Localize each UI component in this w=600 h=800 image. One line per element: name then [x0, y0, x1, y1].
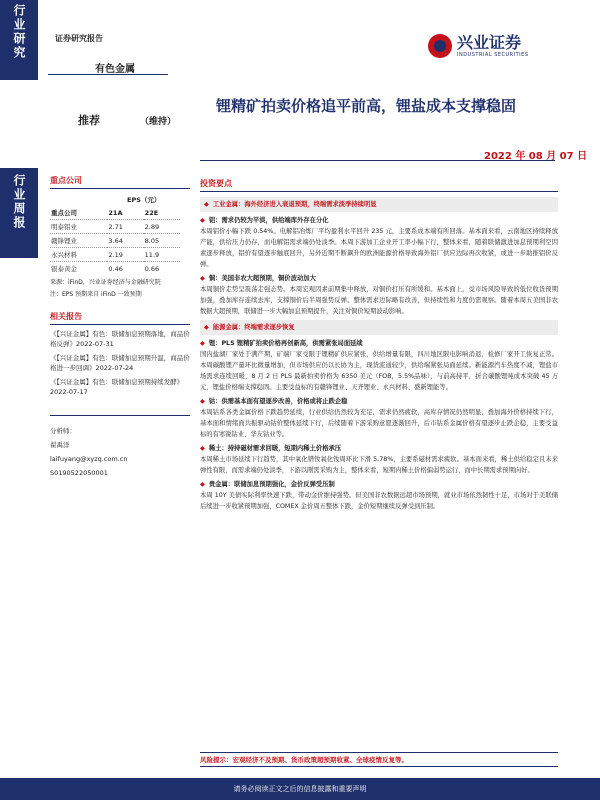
eps-22e: 0.66 — [144, 262, 180, 276]
table-row — [50, 220, 180, 234]
bullet-icon: ◆ — [200, 481, 205, 488]
eps-21a: 3.64 — [107, 234, 143, 248]
company-name: 明泰铝业 — [50, 220, 107, 234]
eps-table — [50, 193, 180, 275]
analyst-block — [50, 415, 190, 480]
company-logo — [428, 34, 529, 58]
analyst-name: 翟禹洋 — [50, 441, 70, 449]
sub-head-cobalt: ◆ 钴：供需基本面有望逐步改善，价格或将止跌企稳 — [200, 398, 348, 405]
analyst-label: 分析师： — [50, 427, 76, 435]
table-row — [50, 234, 180, 248]
sub-head-precious-metals: ◆ 贵金属：联储加息预期强化，金价反弹受压制 — [200, 481, 335, 488]
eps-21a: 0.46 — [107, 262, 143, 276]
report-type-label: 证券研究报告 — [55, 34, 103, 43]
eps-22e: 2.89 — [144, 220, 180, 234]
eps-header: EPS（元） — [127, 196, 161, 204]
sub-head-rare-earth: ◆ 稀土：持持磁材需求回暖，短期内稀土价格承压 — [200, 445, 342, 452]
eps-21a: 2.19 — [107, 248, 143, 262]
paragraph-rare-earth: 本周稀土市场延续下行趋势，其中氧化镨钕氧化钕周环比下滑 5.78%，主要系磁材需求疲软。基本面来看，稀土供给稳定且未来弹性有限，而需求端仍处淡季，下游以刚需采购为主，整体来看，短期内稀土价格偏弱势运行，而中长期需求预期向好。 — [200, 456, 558, 474]
logo-english-name: INDUSTRIAL SECURITIES — [457, 52, 529, 58]
footer-disclaimer: 请务必阅读正文之后的信息披露和重要声明 — [0, 778, 600, 800]
sidebar-category: 行业研究 — [0, 0, 38, 80]
company-name: 永兴材料 — [50, 248, 107, 262]
related-reports-heading: 相关报告 — [50, 311, 190, 325]
sidebar-report-kind: 行业周报 — [0, 168, 38, 258]
col-21a: 21A — [108, 208, 123, 217]
paragraph-precious-metals: 本周 10Y 美债实际利率快速下跌，带动金价维持强势。但美国非农数据远超市场预期，就业市场依然韧性十足，市场对于美联储后续进一步收紧预期加强，COMEX 金价周五整体下跌，金价短期继续反弹受到压制。 — [200, 492, 558, 510]
report-title: 锂精矿拍卖价格追平前高，锂盐成本支撑稳固 — [216, 97, 517, 115]
bullet-icon: ◆ — [204, 324, 209, 331]
bullet-icon: ◆ — [200, 445, 205, 452]
table-source: 来源：iFinD，兴业证券经济与金融研究院 — [50, 279, 161, 286]
sub-head-aluminum: ◆ 铝：需求仍较为平淡，供给端库外存在分化 — [200, 217, 329, 224]
bullet-icon: ◆ — [200, 217, 205, 224]
logo-chinese-name: 兴业证券 — [457, 33, 522, 52]
logo-mark-icon — [428, 34, 452, 58]
title-divider — [200, 160, 555, 161]
key-companies-heading: 重点公司 — [50, 175, 190, 189]
table-row — [50, 248, 180, 262]
industry-label: 有色金属 — [95, 64, 135, 75]
eps-21a: 2.71 — [107, 220, 143, 234]
table-note: 注：EPS 预期来自 iFinD 一致预期 — [50, 291, 142, 298]
section-energy-metals: ◆ 能源金属：终端需求逐步恢复 — [200, 320, 558, 335]
bullet-icon: ◆ — [204, 201, 209, 208]
sub-head-copper: ◆ 铜：美国非农大超预期，铜价波动加大 — [200, 275, 316, 282]
highlights-heading: 投资要点 — [200, 178, 558, 192]
bullet-icon: ◆ — [200, 398, 205, 405]
section-industrial-metals: ◆ 工业金属：海外经济进入衰退预期，终端需求淡季持续明显 — [200, 197, 558, 212]
highlights-column — [200, 178, 558, 512]
paragraph-copper: 本周铜价走势呈震荡走强态势。本周宏观因素前期集中释放，对铜价打压有所缓和。基本面上，受市场风险导致的低位收货预期加强，叠加库存连续去库，支撑铜价后半周强势反弹。整体需求边际略有改善，但持续性和力度仍需观察。随着本周五美国非农数据大超预期，联储进一步大幅加息预期提升，关注对铜价短期波动影响。 — [200, 286, 558, 315]
paragraph-cobalt: 本周钴系各类金属价格下跌趋势延续，行业供给仍然较为充足，需求仍然疲软，高库存情况仍然明显，叠加海外价格持续下行，基本面和情绪面共振驱动钴价整体延续下行，后续随着下游采购意愿逐渐回升，后市钴系金属价格有望逐步止跌企稳，主要受益标的有寒锐钴业、华友钴业等。 — [200, 409, 558, 438]
related-report-link[interactable]: 《【兴证金属】有色：联储加息预期持续发酵》2022-07-17 — [50, 378, 184, 396]
risk-warning: 风险提示：宏观经济不及预期、货币政策超预期收紧、全球疫情反复等。 — [200, 752, 558, 767]
sub-head-lithium: ◆ 锂：PLS 锂精矿拍卖价格再创新高，供需紧张局面延续 — [200, 340, 363, 347]
related-report-link[interactable]: 《【兴证金属】有色：联储加息预期升温，商品价格进一步回调》2022-07-24 — [50, 354, 190, 372]
rating: 推荐 — [78, 114, 100, 127]
report-date: 2022 年 08 月 07 日 — [484, 151, 588, 162]
col-company: 重点公司 — [51, 209, 77, 217]
rating-status: （维持） — [140, 117, 177, 127]
company-name: 赣锋锂业 — [50, 234, 107, 248]
eps-22e: 8.05 — [144, 234, 180, 248]
col-22e: 22E — [144, 208, 159, 217]
table-row — [50, 262, 180, 276]
analyst-email[interactable]: laifuyang@xyzq.com.cn — [50, 455, 128, 463]
left-column — [50, 175, 190, 480]
company-name: 银泰黄金 — [50, 262, 107, 276]
bullet-icon: ◆ — [200, 340, 205, 347]
related-report-link[interactable]: 《【兴证金属】有色：联储加息预期落地，商品价格反弹》2022-07-31 — [50, 330, 190, 348]
bullet-icon: ◆ — [200, 275, 205, 282]
paragraph-aluminum: 本周铝价小幅下跌 0.54%。电解铝冶炼厂平均盈利水平回升 235 元，主要系成本端有所回落。基本面来看，云南地区持续释放产能，供给压力仍存，而电解铝需求端仍处淡季。本周下游加工企业开工率小幅下行，整体来看，随着联储激进加息预期利空因素逐步释放，铝价有望逐步触底回升，另外近期不断飙升的欧洲能源价格导致海外铝厂供应边际再次收紧，或进一步助推铝价反弹。 — [200, 228, 558, 268]
eps-22e: 11.9 — [144, 248, 180, 262]
analyst-cert: S0190522050001 — [50, 469, 108, 477]
header-divider — [48, 74, 168, 75]
paragraph-lithium: 国内盐湖厂家处于满产期，矿端厂家受限于锂精矿供应紧张，供给增量有限，四川地区限电影响消退，检修厂家开工恢复正常。本周碳酸锂产量环比微量增加，但市场供应仍以长协为主，现货流通较少，供给端紧张局面延续。新能源汽车热度不减，锂盐市场需求连续回暖，8 月 2 日 PLS 最新拍卖价格为 6350 美元（FOB，5.5%品味），与前高持平，折合碳酸锂吨成本突破 45 万元，锂盐价格端支撑稳固。主要受益标的有赣锋锂业、天齐锂业、永兴材料、盛新锂能等。 — [200, 351, 558, 391]
